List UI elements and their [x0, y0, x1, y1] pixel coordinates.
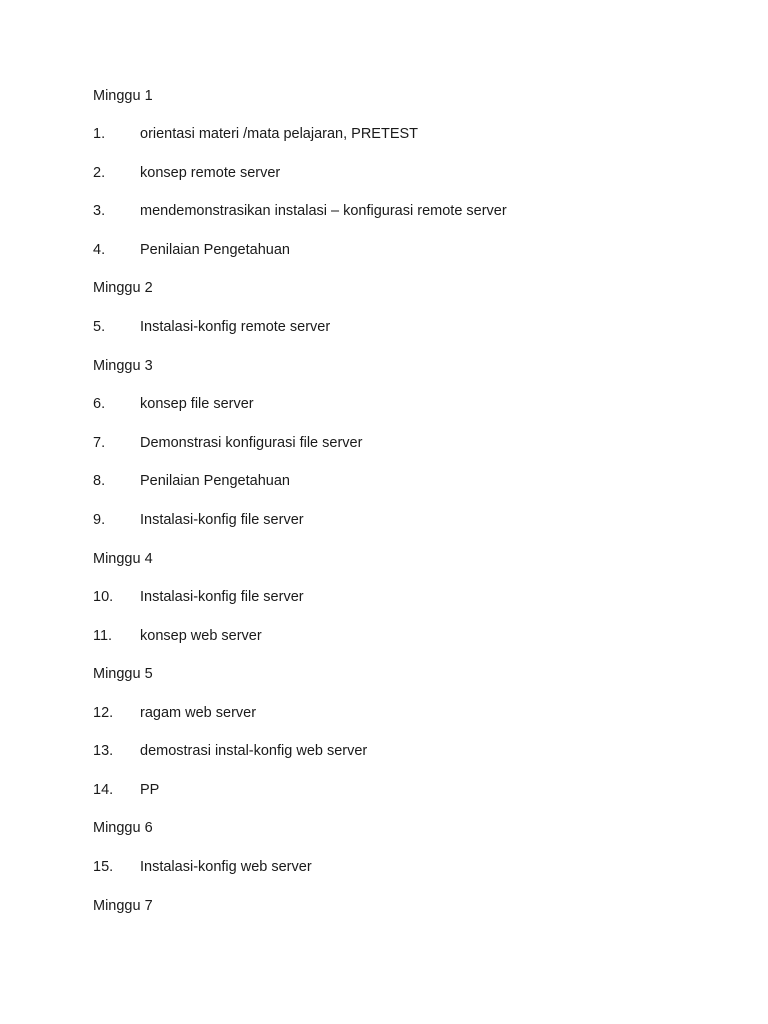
week-heading-text: Minggu 5 — [93, 666, 153, 682]
item-number: 2. — [93, 165, 106, 181]
item-text: mendemonstrasikan instalasi – konfigurasi remote server — [140, 203, 507, 219]
item-text: konsep file server — [140, 396, 254, 412]
item-text: Instalasi-konfig web server — [140, 859, 312, 875]
week-heading — [93, 664, 153, 684]
item-number: 13. — [93, 743, 114, 759]
week-heading — [93, 278, 153, 298]
item-text: konsep web server — [140, 628, 262, 644]
item-number: 4. — [93, 242, 106, 258]
week-heading-text: Minggu 3 — [93, 358, 153, 374]
item-number: 3. — [93, 203, 106, 219]
item-number: 10. — [93, 589, 114, 605]
item-text: demostrasi instal-konfig web server — [140, 743, 368, 759]
item-number: 12. — [93, 705, 114, 721]
item-text: Penilaian Pengetahuan — [140, 242, 290, 258]
item-text: Penilaian Pengetahuan — [140, 473, 290, 489]
week-heading-text: Minggu 4 — [93, 551, 153, 567]
week-heading — [93, 549, 153, 569]
week-heading-text: Minggu 6 — [93, 820, 153, 836]
week-heading-text: Minggu 1 — [93, 88, 153, 104]
week-heading — [93, 356, 153, 376]
item-text: Demonstrasi konfigurasi file server — [140, 435, 363, 451]
item-text: Instalasi-konfig file server — [140, 589, 304, 605]
item-number: 11. — [93, 628, 113, 644]
item-number: 15. — [93, 859, 114, 875]
item-text: ragam web server — [140, 705, 257, 721]
item-number: 8. — [93, 473, 106, 489]
item-text: orientasi materi /mata pelajaran, PRETEST — [140, 126, 419, 142]
week-heading-text: Minggu 7 — [93, 898, 153, 914]
item-text: Instalasi-konfig file server — [140, 512, 304, 528]
item-text: konsep remote server — [140, 165, 281, 181]
week-heading — [93, 896, 153, 916]
week-heading — [93, 818, 153, 838]
item-text: Instalasi-konfig remote server — [140, 319, 331, 335]
item-text: PP — [140, 782, 160, 798]
item-number: 7. — [93, 435, 106, 451]
item-number: 14. — [93, 782, 114, 798]
item-number: 1. — [93, 126, 106, 142]
week-heading-text: Minggu 2 — [93, 280, 153, 296]
item-number: 5. — [93, 319, 106, 335]
item-number: 9. — [93, 512, 106, 528]
week-heading — [93, 86, 153, 106]
item-number: 6. — [93, 396, 106, 412]
